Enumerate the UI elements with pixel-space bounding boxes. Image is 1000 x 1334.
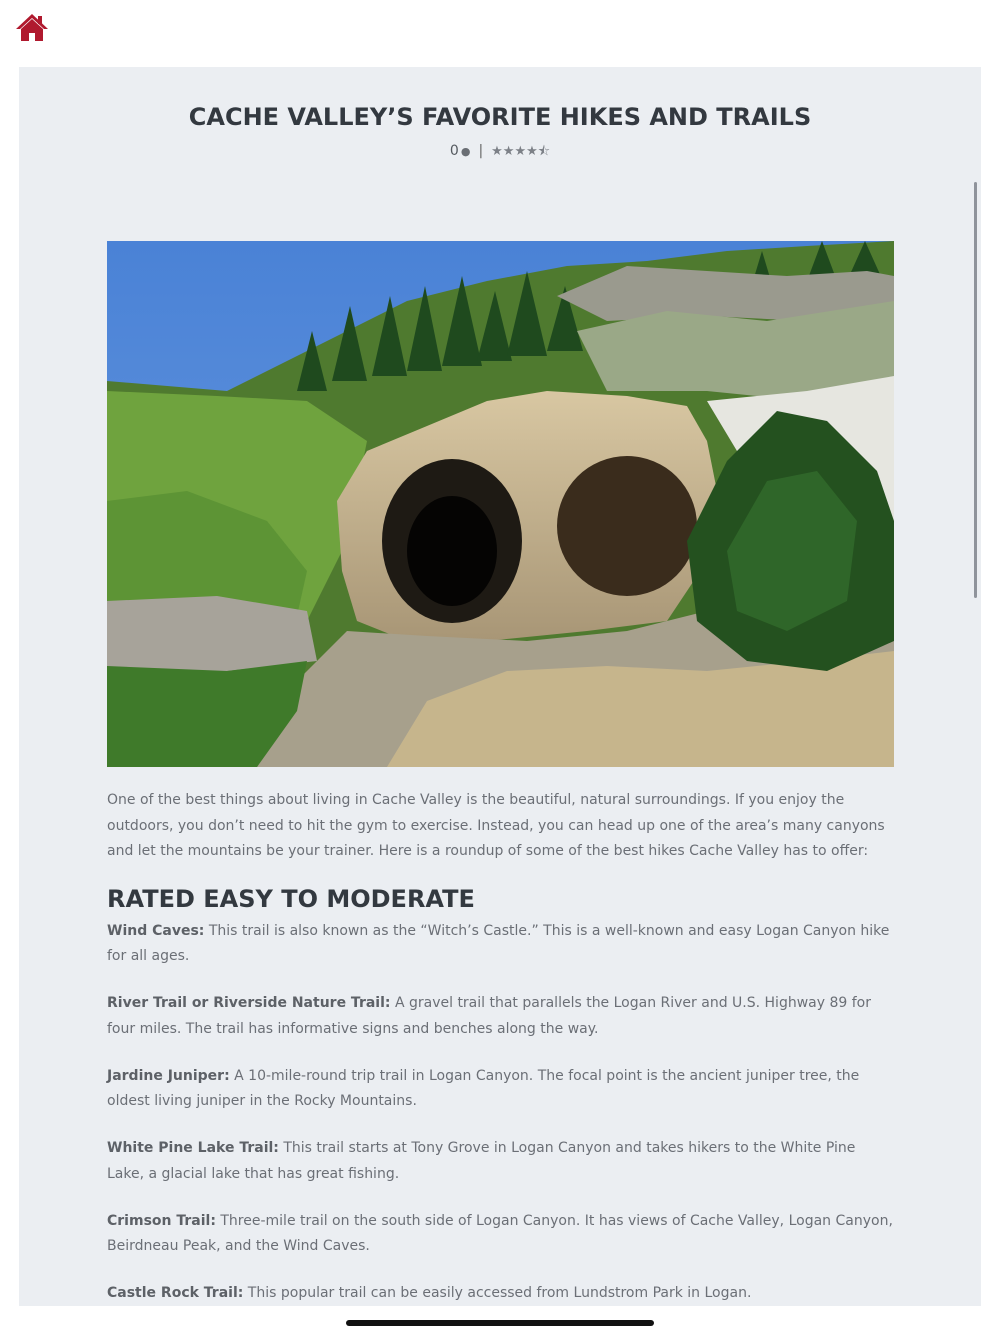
home-icon [15, 13, 49, 43]
trail-item [107, 1209, 894, 1260]
rock-caves-canyon-photo [107, 241, 894, 767]
trail-description: A 10-mile-round trip trail in Logan Canyon. The focal point is the ancient juniper tree, the oldest living juniper in the Rocky Mountains. [107, 1067, 860, 1109]
meta-separator: | [478, 143, 484, 159]
trail-name: White Pine Lake Trail: [107, 1140, 279, 1156]
trail-item [107, 1281, 894, 1307]
hero-image [107, 241, 894, 767]
trail-description: This trail is also known as the “Witch’s Castle.” This is a well-known and easy Logan Canyon hike for all ages. [107, 922, 890, 964]
scrollbar[interactable] [974, 182, 977, 598]
trail-name: River Trail or Riverside Nature Trail: [107, 995, 391, 1011]
trail-item [107, 919, 894, 970]
rating-stars[interactable]: ★★★★⯪ [491, 144, 551, 159]
trail-item [107, 1136, 894, 1187]
trail-description: This trail starts at Tony Grove in Logan Canyon and takes hikers to the White Pine Lake, a glacial lake that has great fishing. [107, 1140, 856, 1182]
comment-count[interactable]: 0 [449, 143, 459, 159]
article-meta [0, 141, 1000, 162]
trail-name: Jardine Juniper: [107, 1067, 230, 1084]
home-button[interactable] [15, 13, 49, 43]
article-body [107, 788, 894, 1328]
intro-paragraph: One of the best things about living in Cache Valley is the beautiful, natural surroundings. If you enjoy the outdoors, you don’t need to hit the gym to exercise. Instead, you can head up one of the area’s many canyons and let the mountains be your trainer. Here is a roundup of some of the best hikes Cache Valley has to offer: [107, 792, 885, 859]
home-indicator[interactable] [346, 1320, 654, 1326]
trail-description: Three-mile trail on the south side of Logan Canyon. It has views of Cache Valley, Logan Canyon, Beirdneau Peak, and the Wind Caves. [107, 1212, 893, 1254]
trail-description: A gravel trail that parallels the Logan River and U.S. Highway 89 for four miles. The trail has informative signs and benches along the way. [107, 995, 871, 1037]
article-title: CACHE VALLEY’S FAVORITE HIKES AND TRAILS [188, 103, 812, 131]
trail-name: Crimson Trail: [107, 1212, 216, 1229]
comment-icon[interactable]: ● [460, 145, 471, 158]
trail-name: Castle Rock Trail: [107, 1285, 244, 1301]
trail-description: This popular trail can be easily accessed from Lundstrom Park in Logan. [243, 1285, 752, 1301]
trail-item [107, 1064, 894, 1115]
trail-item [107, 991, 894, 1042]
trail-name: Wind Caves: [107, 922, 205, 939]
section-heading: RATED EASY TO MODERATE [107, 884, 475, 913]
